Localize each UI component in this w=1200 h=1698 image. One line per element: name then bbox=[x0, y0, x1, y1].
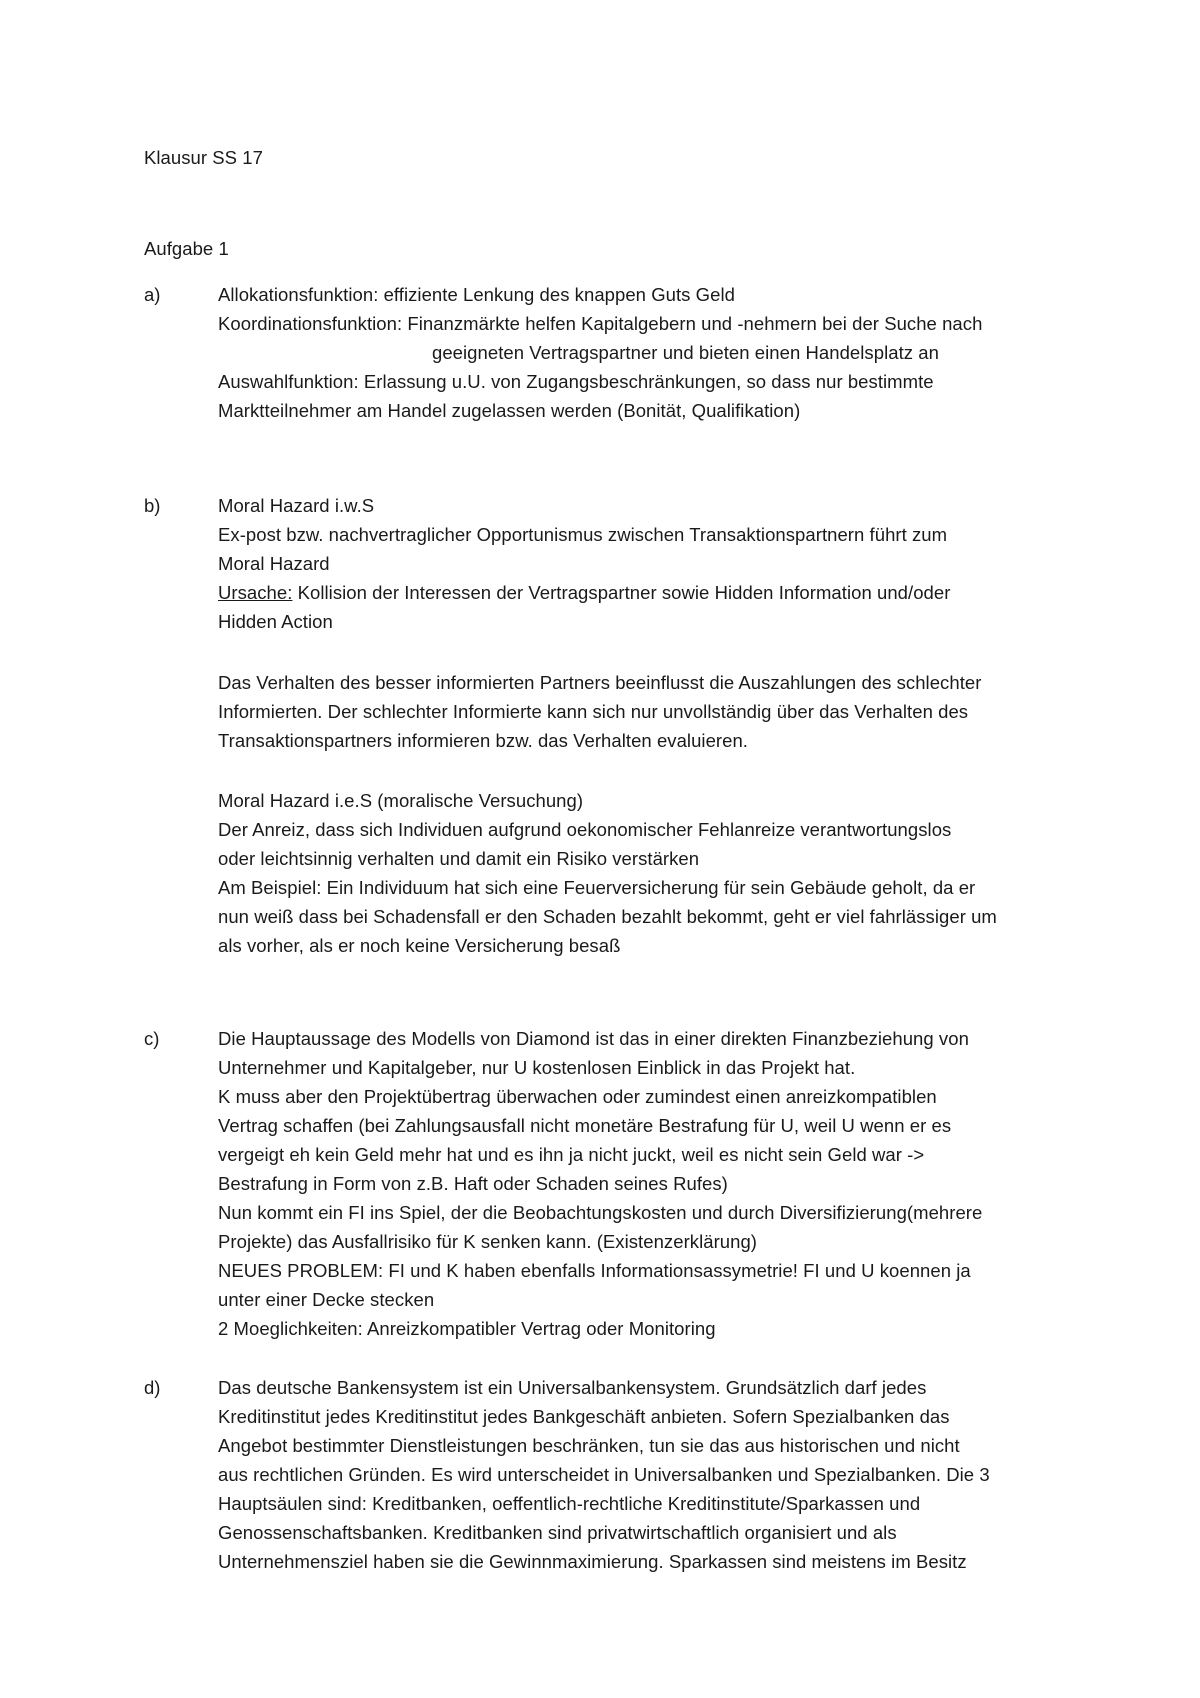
section-b-paragraph-line: als vorher, als er noch keine Versicherung besaß bbox=[218, 935, 621, 956]
section-a-line: Allokationsfunktion: effiziente Lenkung des knappen Guts Geld bbox=[218, 284, 735, 305]
section-b-paragraph-line: Moral Hazard i.e.S (moralische Versuchung) bbox=[218, 790, 584, 811]
section-a-line: Koordinationsfunktion: Finanzmärkte helfen Kapitalgebern und -nehmern bei der Suche nach bbox=[218, 313, 983, 334]
section-c-line: unter einer Decke stecken bbox=[218, 1289, 435, 1310]
section-b-paragraph-line: Informierten. Der schlechter Informierte kann sich nur unvollständig über das Verhalten des bbox=[218, 701, 969, 722]
section-d-line: aus rechtlichen Gründen. Es wird unterscheidet in Universalbanken und Spezialbanken. Die 3 bbox=[218, 1464, 990, 1485]
section-a-line: Auswahlfunktion: Erlassung u.U. von Zugangsbeschränkungen, so dass nur bestimmte bbox=[218, 371, 934, 392]
section-c-line: Bestrafung in Form von z.B. Haft oder Schaden seines Rufes) bbox=[218, 1173, 728, 1194]
section-c-line: Die Hauptaussage des Modells von Diamond ist das in einer direkten Finanzbeziehung von bbox=[218, 1028, 969, 1049]
section-c-line: Nun kommt ein FI ins Spiel, der die Beobachtungskosten und durch Diversifizierung(mehrere bbox=[218, 1202, 983, 1223]
section-a-line: Marktteilnehmer am Handel zugelassen werden (Bonität, Qualifikation) bbox=[218, 400, 801, 421]
section-b-paragraph-line: Der Anreiz, dass sich Individuen aufgrund oekonomischer Fehlanreize verantwortungslos bbox=[218, 819, 952, 840]
cause-label: Ursache: bbox=[218, 582, 293, 603]
section-c-line: NEUES PROBLEM: FI und K haben ebenfalls Informationsassymetrie! FI und U koennen ja bbox=[218, 1260, 971, 1281]
section-b-line: Hidden Action bbox=[218, 611, 333, 632]
section-d-line: Genossenschaftsbanken. Kreditbanken sind privatwirtschaftlich organisiert und als bbox=[218, 1522, 897, 1543]
cause-text: Kollision der Interessen der Vertragspartner sowie Hidden Information und/oder bbox=[292, 582, 951, 603]
section-d-line: Kreditinstitut jedes Kreditinstitut jedes Bankgeschäft anbieten. Sofern Spezialbanken das bbox=[218, 1406, 950, 1427]
section-marker-d: d) bbox=[144, 1377, 161, 1398]
section-c-line: 2 Moeglichkeiten: Anreizkompatibler Vertrag oder Monitoring bbox=[218, 1318, 716, 1339]
section-marker-a: a) bbox=[144, 284, 161, 305]
section-b-paragraph-line: oder leichtsinnig verhalten und damit ein Risiko verstärken bbox=[218, 848, 700, 869]
task-heading: Aufgabe 1 bbox=[144, 238, 229, 259]
section-c-line: K muss aber den Projektübertrag überwachen oder zumindest einen anreizkompatiblen bbox=[218, 1086, 937, 1107]
section-b-paragraph-line: nun weiß dass bei Schadensfall er den Schaden bezahlt bekommt, geht er viel fahrlässiger um bbox=[218, 906, 997, 927]
section-b-line: Moral Hazard i.w.S bbox=[218, 495, 375, 516]
section-d-line: Unternehmensziel haben sie die Gewinnmaximierung. Sparkassen sind meistens im Besitz bbox=[218, 1551, 967, 1572]
section-c-line: Projekte) das Ausfallrisiko für K senken kann. (Existenzerklärung) bbox=[218, 1231, 758, 1252]
cause-line bbox=[218, 581, 950, 605]
section-c-line: Vertrag schaffen (bei Zahlungsausfall nicht monetäre Bestrafung für U, weil U wenn er es bbox=[218, 1115, 952, 1136]
section-d-line: Hauptsäulen sind: Kreditbanken, oeffentlich-rechtliche Kreditinstitute/Sparkassen und bbox=[218, 1493, 921, 1514]
section-c-line: Unternehmer und Kapitalgeber, nur U kostenlosen Einblick in das Projekt hat. bbox=[218, 1057, 856, 1078]
document-title: Klausur SS 17 bbox=[144, 147, 263, 168]
section-b-paragraph-line: Transaktionspartners informieren bzw. das Verhalten evaluieren. bbox=[218, 730, 748, 751]
section-b-line: Moral Hazard bbox=[218, 553, 330, 574]
section-c-line: vergeigt eh kein Geld mehr hat und es ihn ja nicht juckt, weil es nicht sein Geld war -> bbox=[218, 1144, 925, 1165]
section-b-paragraph-line: Am Beispiel: Ein Individuum hat sich eine Feuerversicherung für sein Gebäude geholt, da er bbox=[218, 877, 976, 898]
section-b-line: Ex-post bzw. nachvertraglicher Opportunismus zwischen Transaktionspartnern führt zum bbox=[218, 524, 948, 545]
section-b-paragraph-line: Das Verhalten des besser informierten Partners beeinflusst die Auszahlungen des schlechter bbox=[218, 672, 982, 693]
section-marker-b: b) bbox=[144, 495, 161, 516]
section-d-line: Das deutsche Bankensystem ist ein Universalbankensystem. Grundsätzlich darf jedes bbox=[218, 1377, 927, 1398]
section-a-line: geeigneten Vertragspartner und bieten einen Handelsplatz an bbox=[432, 342, 939, 363]
section-marker-c: c) bbox=[144, 1028, 160, 1049]
section-d-line: Angebot bestimmter Dienstleistungen beschränken, tun sie das aus historischen und nicht bbox=[218, 1435, 960, 1456]
